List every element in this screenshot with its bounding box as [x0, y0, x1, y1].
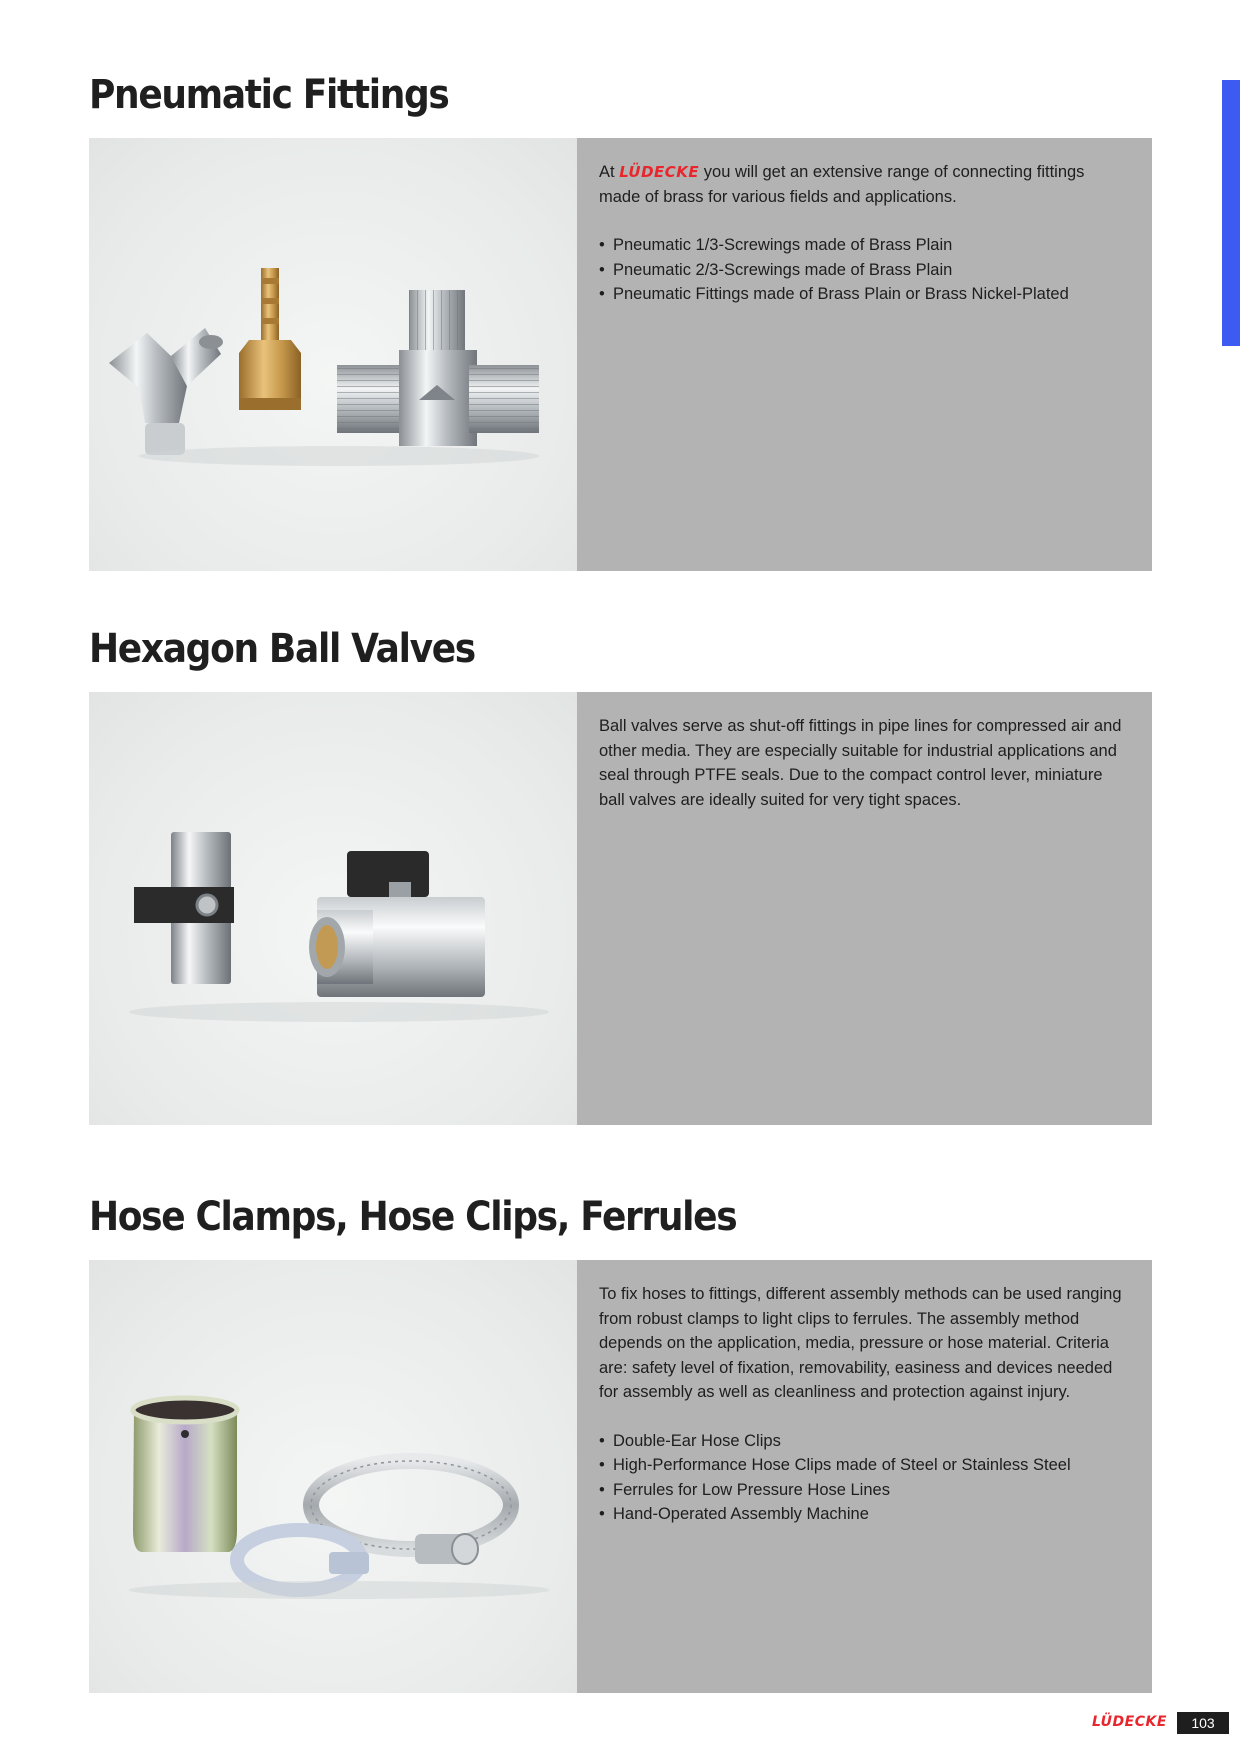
- ball-valves-illustration: [89, 692, 577, 1125]
- list-item: • High-Performance Hose Clips made of Steel or Stainless Steel: [599, 1456, 1071, 1474]
- footer-brand-logo: LÜDECKE: [1092, 1714, 1167, 1730]
- page-number: 103: [1177, 1712, 1229, 1734]
- list-item: • Pneumatic 1/3-Screwings made of Brass Plain: [599, 236, 953, 254]
- photo-pneumatic-fittings: [89, 138, 577, 571]
- section-title-hexagon-ball-valves: Hexagon Ball Valves: [89, 626, 475, 672]
- chapter-edge-tab: [1222, 80, 1240, 346]
- photo-hose-clamps: [89, 1260, 577, 1693]
- feature-list: [599, 233, 1128, 307]
- text-panel-hexagon-ball-valves: [577, 692, 1152, 1125]
- section-hose-clamps: [89, 1260, 1152, 1693]
- list-item: • Ferrules for Low Pressure Hose Lines: [599, 1480, 890, 1499]
- hose-clamps-illustration: [89, 1260, 577, 1693]
- list-item: • Double-Ear Hose Clips: [599, 1431, 781, 1450]
- section-title-hose-clamps: Hose Clamps, Hose Clips, Ferrules: [89, 1194, 737, 1240]
- body-paragraph: To fix hoses to fittings, different assembly methods can be used ranging from robust clamps to light clips to ferrules. The assembly method depends on the application, media, pressure or hose material. Criteria are: safety level of fixation, removability, easiness and devices needed for assembly as well as cleanliness and protection against injury.: [599, 1285, 1122, 1401]
- section-hexagon-ball-valves: [89, 692, 1152, 1125]
- intro-paragraph: At LÜDECKE you will get an extensive range of connecting fittings made of brass for various fields and applications.: [599, 163, 1085, 206]
- section-pneumatic-fittings: [89, 138, 1152, 571]
- list-item: • Pneumatic Fittings made of Brass Plain or Brass Nickel-Plated: [599, 285, 1069, 303]
- text-panel-pneumatic-fittings: [577, 138, 1152, 571]
- brand-logo-inline: LÜDECKE: [619, 163, 700, 181]
- photo-hexagon-ball-valves: [89, 692, 577, 1125]
- body-paragraph: Ball valves serve as shut-off fittings in pipe lines for compressed air and other media. They are especially suitable for industrial applications and seal through PTFE seals. Due to the compact control lever, miniature ball valves are ideally suited for very tight spaces.: [599, 717, 1122, 809]
- pneumatic-fittings-illustration: [89, 138, 577, 571]
- feature-list: [599, 1429, 1128, 1527]
- list-item: • Pneumatic 2/3-Screwings made of Brass Plain: [599, 260, 953, 279]
- section-title-pneumatic-fittings: Pneumatic Fittings: [89, 72, 449, 118]
- list-item: • Hand-Operated Assembly Machine: [599, 1505, 869, 1523]
- text-panel-hose-clamps: [577, 1260, 1152, 1693]
